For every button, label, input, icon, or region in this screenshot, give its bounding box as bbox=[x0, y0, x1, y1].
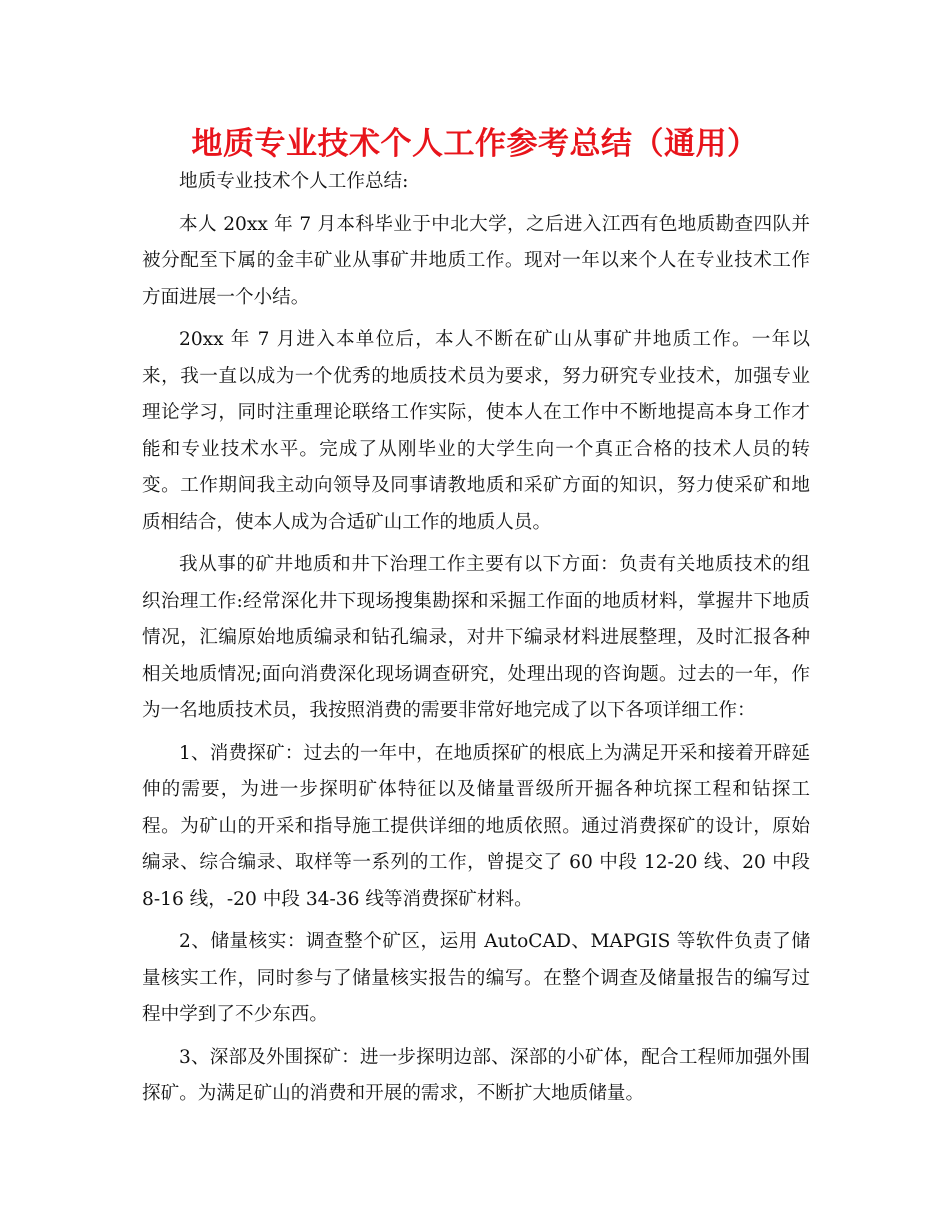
paragraph-background: 本人 20xx 年 7 月本科毕业于中北大学，之后进入江西有色地质勘查四队并被分配至下属的金丰矿业从事矿井地质工作。现对一年以来个人在专业技术工作方面进展一个小结。 bbox=[142, 213, 810, 308]
paragraph-item-3: 3、深部及外围探矿：进一步探明边部、深部的小矿体，配合工程师加强外围探矿。为满足矿山的消费和开展的需求，不断扩大地质储量。 bbox=[142, 1046, 810, 1104]
document-title: 地质专业技术个人工作参考总结（通用） bbox=[191, 126, 759, 162]
paragraph-item-2: 2、储量核实：调查整个矿区，运用 AutoCAD、MAPGIS 等软件负责了储量核实工作，同时参与了储量核实报告的编写。在整个调查及储量报告的编写过程中学到了不少东西。 bbox=[142, 931, 810, 1025]
paragraph-progress: 20xx 年 7 月进入本单位后，本人不断在矿山从事矿井地质工作。一年以来，我一直以成为一个优秀的地质技术员为要求，努力研究专业技术，加强专业理论学习，同时注重理论联络工作实际，使本人在工作中不断地提高本身工作才能和专业技术水平。完成了从刚毕业的大学生向一个真正合格的技术人员的转变。工作期间我主动向领导及同事请教地质和采矿方面的知识，努力使采矿和地质相结合，使本人成为合适矿山工作的地质人员。 bbox=[142, 329, 810, 533]
document-body bbox=[142, 164, 810, 1119]
paragraph-duties: 我从事的矿井地质和井下治理工作主要有以下方面：负责有关地质技术的组织治理工作:经常深化井下现场搜集勘探和采掘工作面的地质材料，掌握井下地质情况，汇编原始地质编录和钻孔编录，对井下编录材料进展整理，及时汇报各种相关地质情况;面向消费深化现场调查研究，处理出现的咨询题。过去的一年，作为一名地质技术员，我按照消费的需要非常好地完成了以下各项详细工作： bbox=[142, 554, 810, 721]
paragraph-intro: 地质专业技术个人工作总结: bbox=[179, 171, 409, 192]
paragraph-item-1: 1、消费探矿：过去的一年中，在地质探矿的根底上为满足开采和接着开辟延伸的需要，为进一步探明矿体特征以及储量晋级所开掘各种坑探工程和钻探工程。为矿山的开采和指导施工提供详细的地质依照。通过消费探矿的设计，原始编录、综合编录、取样等一系列的工作，曾提交了 60 中段 12-20 线、20 中段 8-16 线，-20 中段 34-36 线等消费探矿材料。 bbox=[142, 742, 810, 910]
